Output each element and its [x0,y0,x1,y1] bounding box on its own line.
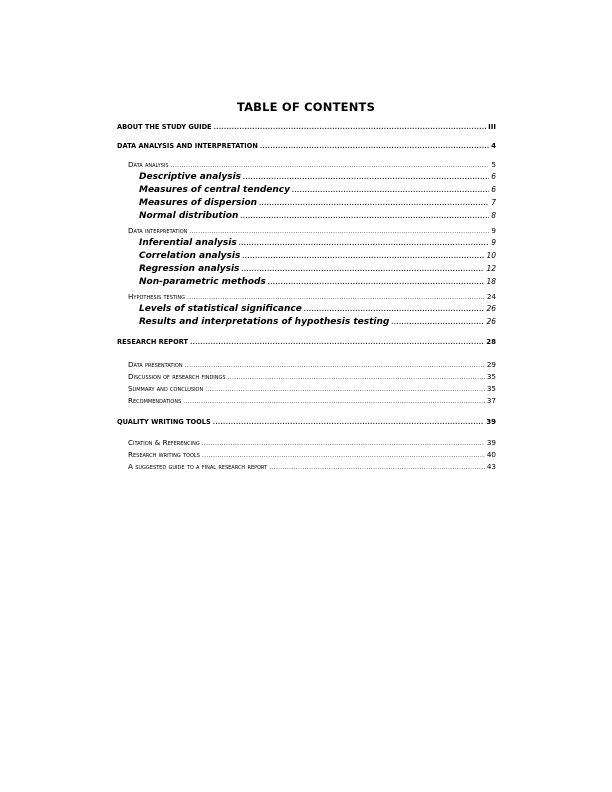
toc-entry-label: Measures of dispersion [139,198,258,208]
toc-entry-page: 26 [486,317,496,326]
toc-entry-label: Research writing tools [128,450,200,459]
toc-entry-label: Data interpretation [128,226,188,235]
toc-entry-data-interpretation[interactable] [128,226,496,235]
toc-entry-page: 39 [486,418,496,426]
toc-entry-page: 43 [486,462,496,471]
toc-entry-recommendations[interactable] [128,396,496,405]
dot-leader [202,440,485,447]
toc-entry-label: Discussion of research findings [128,372,226,381]
toc-entry-page: 6 [491,172,496,181]
dot-leader [205,386,485,393]
toc-entry-research-writing-tools[interactable] [128,450,496,459]
toc-entry-page: 9 [491,226,496,235]
dot-leader [171,162,490,169]
toc-entry-label: Hypothesis testing [128,292,186,301]
toc-entry-page: 9 [491,238,496,247]
dot-leader [213,419,485,426]
toc-entry-research-report[interactable] [117,338,496,346]
toc-entry-page: 40 [486,450,496,459]
toc-entry-inferential-analysis[interactable] [139,238,496,248]
dot-leader [268,279,485,286]
toc-entry-normal-distribution[interactable] [139,211,496,221]
toc-entry-label: Citation & Referencing [128,438,200,447]
toc-entry-page: 12 [486,264,496,273]
dot-leader [202,452,485,459]
toc-entry-page: 8 [491,211,496,220]
toc-entry-label: ABOUT THE STUDY GUIDE [117,123,212,131]
toc-entry-page: 10 [486,251,496,260]
toc-entry-descriptive-analysis[interactable] [139,172,496,182]
toc-title: TABLE OF CONTENTS [236,100,376,114]
toc-entry-label: Recommendations [128,396,182,405]
toc-entry-label: Correlation analysis [139,251,241,261]
toc-entry-page: 6 [491,185,496,194]
toc-entry-page: 35 [486,372,496,381]
toc-entry-label: DATA ANALYSIS AND INTERPRETATION [117,142,258,150]
toc-entry-hypothesis-testing[interactable] [128,292,496,301]
toc-entry-page: 28 [486,338,496,346]
toc-entry-label: Data analysis [128,160,169,169]
dot-leader [241,266,484,273]
toc-entry-label: A suggested guide to a final research report [128,462,268,471]
dot-leader [391,319,484,326]
toc-entry-label: Descriptive analysis [139,172,242,182]
dot-leader [214,124,487,131]
dot-leader [259,200,489,207]
toc-entry-data-analysis[interactable] [128,160,496,169]
toc-entry-hypothesis-results[interactable] [139,317,496,327]
toc-entry-page: 35 [486,384,496,393]
toc-entry-page: 39 [486,438,496,447]
toc-entry-page: 26 [486,304,496,313]
dot-leader [269,464,485,471]
toc-entry-label: QUALITY WRITING TOOLS [117,418,211,426]
toc-entry-data-presentation[interactable] [128,360,496,369]
toc-entry-label: Data presentation [128,360,183,369]
toc-entry-page: 18 [486,277,496,286]
dot-leader [304,306,485,313]
dot-leader [189,228,489,235]
dot-leader [183,398,485,405]
toc-entry-page: 37 [486,396,496,405]
dot-leader [228,374,485,381]
toc-entry-label: Measures of central tendency [139,185,291,195]
toc-entry-summary-conclusion[interactable] [128,384,496,393]
toc-entry-non-parametric[interactable] [139,277,496,287]
toc-entry-page: 24 [486,292,496,301]
toc-entry-page: 29 [486,360,496,369]
toc-entry-page: III [488,123,496,131]
dot-leader [292,187,489,194]
dot-leader [242,253,484,260]
toc-entry-page: 7 [491,198,496,207]
dot-leader [240,213,489,220]
toc-entry-label: Levels of statistical significance [139,304,302,314]
toc-entry-discussion-findings[interactable] [128,372,496,381]
toc-entry-statistical-significance[interactable] [139,304,496,314]
dot-leader [185,362,485,369]
toc-entry-label: Non-parametric methods [139,277,266,287]
toc-entry-label: RESEARCH REPORT [117,338,188,346]
toc-entry-label: Results and interpretations of hypothesis testing [139,317,390,327]
toc-entry-page: 4 [491,142,496,150]
toc-entry-suggested-guide[interactable] [128,462,496,471]
dot-leader [243,174,489,181]
toc-entry-label: Summary and conclusion [128,384,204,393]
dot-leader [239,240,490,247]
toc-entry-label: Regression analysis [139,264,240,274]
toc-entry-dispersion[interactable] [139,198,496,208]
toc-entry-quality-writing-tools[interactable] [117,418,496,426]
toc-entry-label: Normal distribution [139,211,239,221]
toc-entry-regression-analysis[interactable] [139,264,496,274]
toc-entry-data-analysis-interpretation[interactable] [117,142,496,150]
toc-entry-about-study-guide[interactable] [117,123,496,131]
toc-entry-citation-referencing[interactable] [128,438,496,447]
toc-entry-label: Inferential analysis [139,238,237,248]
toc-entry-page: 5 [491,160,496,169]
toc-entry-correlation-analysis[interactable] [139,251,496,261]
dot-leader [187,294,485,301]
toc-entry-central-tendency[interactable] [139,185,496,195]
dot-leader [260,143,489,150]
dot-leader [190,339,484,346]
